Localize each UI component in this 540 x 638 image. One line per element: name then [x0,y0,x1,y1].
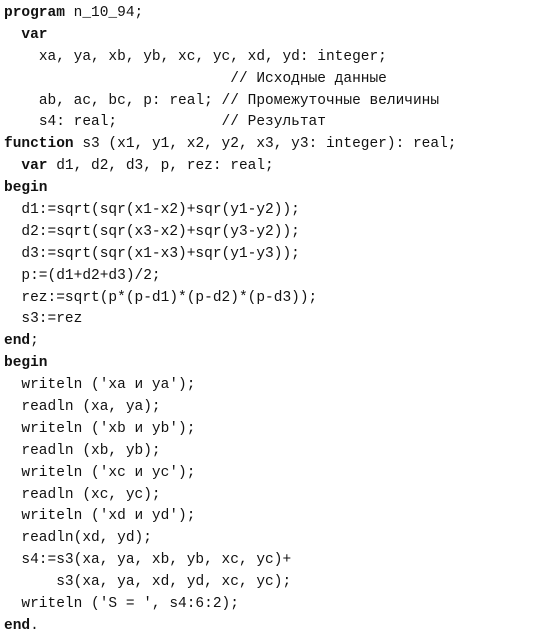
code-indent [4,71,230,87]
code-line [4,244,457,266]
code-keyword: end [4,617,31,634]
code-text: . [30,617,39,634]
code-listing [4,3,457,638]
code-line [4,3,457,25]
code-line [4,222,457,244]
code-line [4,156,457,178]
code-text: d1:=sqrt(sqr(x1-x2)+sqr(y1-y2)); [21,202,300,219]
code-line [4,506,457,528]
code-text: s4: real; // Результат [38,114,326,131]
code-indent [4,158,21,174]
code-line [4,266,457,288]
code-text: s3:=rez [21,311,83,328]
code-indent [4,399,21,415]
code-indent [4,443,21,459]
code-line [4,331,457,353]
code-line [4,134,457,156]
code-text: s3 (x1, y1, x2, y2, x3, y3: integer): real; [73,136,457,153]
code-indent [4,596,21,612]
code-indent [4,49,39,65]
code-text: writeln ('S = ', s4:6:2); [21,596,239,613]
code-text: readln (xb, yb); [21,442,161,459]
code-text: writeln ('xb и yb'); [21,420,196,437]
code-indent [4,421,21,437]
code-text: d1, d2, d3, p, rez: real; [47,158,274,175]
code-line [4,353,457,375]
code-indent [4,508,21,524]
code-text: d3:=sqrt(sqr(x1-x3)+sqr(y1-y3)); [21,245,300,262]
code-indent [4,552,21,568]
code-indent [4,93,39,109]
code-indent [4,290,21,306]
code-text: writeln ('xd и yd'); [21,508,196,525]
code-indent [4,311,21,327]
code-text: n_10_94; [64,5,144,21]
code-line [4,397,457,419]
code-indent [4,574,56,590]
code-indent [4,246,21,262]
code-text: writeln ('xa и ya'); [21,377,196,394]
code-keyword: end [4,333,31,350]
code-text: // Исходные данные [230,70,387,87]
code-text: xa, ya, xb, yb, xc, yc, xd, yd: integer; [38,48,387,65]
code-indent [4,268,21,284]
code-indent [4,377,21,393]
code-text: s4:=s3(xa, ya, xb, yb, xc, yc)+ [21,552,292,569]
code-line [4,47,457,69]
code-line [4,528,457,550]
code-indent [4,224,21,240]
code-text: readln(xd, yd); [21,530,152,547]
code-keyword: begin [4,180,48,197]
code-indent [4,114,39,130]
code-keyword: var [21,158,48,175]
code-text: p:=(d1+d2+d3)/2; [21,267,161,284]
code-line [4,112,457,134]
code-line [4,25,457,47]
code-line [4,485,457,507]
code-indent [4,27,21,43]
code-line [4,419,457,441]
code-line [4,288,457,310]
code-line [4,594,457,616]
code-indent [4,202,21,218]
code-line [4,69,457,91]
code-line [4,200,457,222]
code-line [4,572,457,594]
code-line [4,463,457,485]
code-text: writeln ('xc и yc'); [21,464,196,481]
code-line [4,441,457,463]
code-text: ; [30,333,39,350]
code-text: ab, ac, bc, p: real; // Промежуточные величины [38,92,440,109]
code-text: s3(xa, ya, xd, yd, xc, yc); [56,574,292,591]
code-line [4,178,457,200]
code-indent [4,465,21,481]
code-keyword: program [4,5,65,21]
code-text: readln (xa, ya); [21,399,161,416]
code-line [4,550,457,572]
code-line [4,616,457,638]
code-line [4,91,457,113]
code-text: rez:=sqrt(p*(p-d1)*(p-d2)*(p-d3)); [21,289,318,306]
code-indent [4,530,21,546]
code-line [4,375,457,397]
code-line [4,309,457,331]
code-indent [4,487,21,503]
code-keyword: begin [4,355,48,372]
code-keyword: var [21,26,48,43]
code-text: d2:=sqrt(sqr(x3-x2)+sqr(y3-y2)); [21,223,300,240]
code-keyword: function [4,136,74,153]
code-text: readln (xc, yc); [21,486,161,503]
